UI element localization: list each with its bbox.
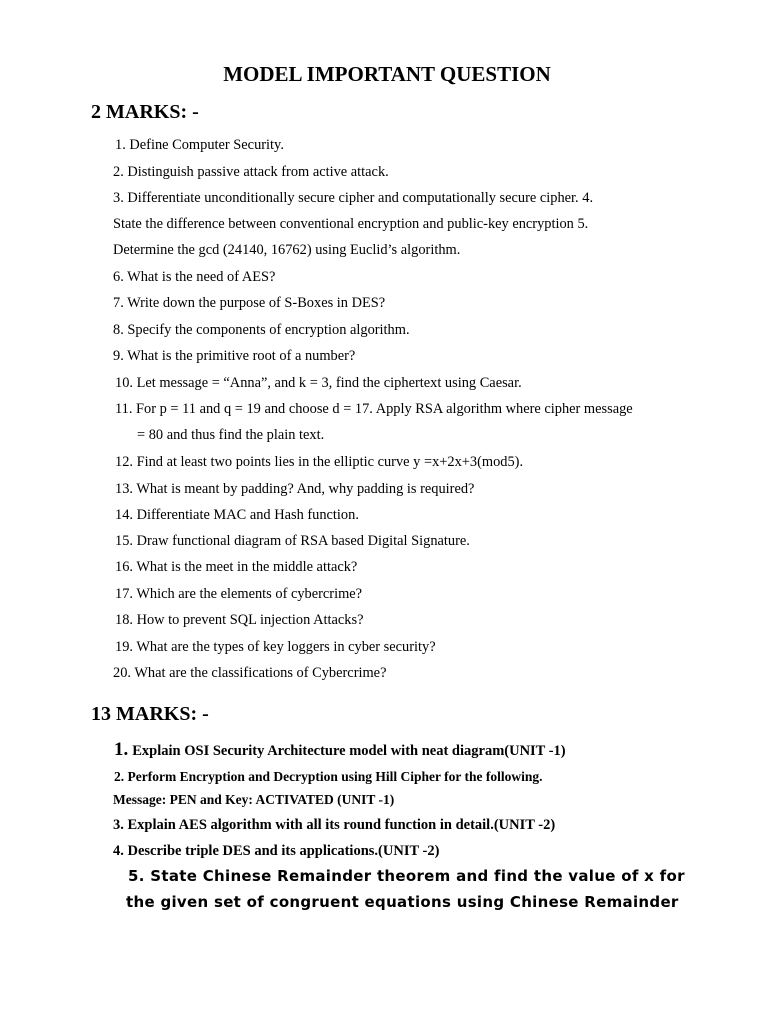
question-line: 10. Let message = “Anna”, and k = 3, find the ciphertext using Caesar. (115, 375, 522, 391)
question-line: State the difference between conventional encryption and public-key encryption 5. (113, 216, 589, 232)
section-heading-13-marks: 13 MARKS: - (91, 703, 209, 725)
question-line: Determine the gcd (24140, 16762) using Euclid’s algorithm. (113, 242, 461, 258)
long-question-2-line-1: 2. Perform Encryption and Decryption using Hill Cipher for the following. (114, 769, 543, 784)
long-question-4: 4. Describe triple DES and its applications.(UNIT -2) (113, 843, 440, 859)
section-heading-2-marks: 2 MARKS: - (91, 101, 199, 123)
question-number: 1. (114, 739, 129, 760)
question-line: 2. Distinguish passive attack from active attack. (113, 164, 389, 180)
question-line: 8. Specify the components of encryption algorithm. (113, 322, 410, 338)
page-title: MODEL IMPORTANT QUESTION (223, 62, 551, 86)
question-line: 16. What is the meet in the middle attack? (115, 559, 358, 575)
question-line: 6. What is the need of AES? (113, 269, 276, 285)
long-question-5-line-2: the given set of congruent equations using Chinese Remainder (126, 893, 679, 911)
question-line: 13. What is meant by padding? And, why padding is required? (115, 481, 475, 497)
question-text: Explain OSI Security Architecture model with neat diagram(UNIT -1) (132, 743, 566, 759)
question-line: 12. Find at least two points lies in the elliptic curve y =x+2x+3(mod5). (115, 454, 524, 470)
question-line: 1. Define Computer Security. (115, 137, 284, 153)
long-question-3: 3. Explain AES algorithm with all its round function in detail.(UNIT -2) (113, 817, 556, 833)
question-line: 18. How to prevent SQL injection Attacks? (115, 612, 364, 628)
question-line: 7. Write down the purpose of S-Boxes in DES? (113, 295, 386, 311)
question-line: 14. Differentiate MAC and Hash function. (115, 507, 359, 523)
question-line: 15. Draw functional diagram of RSA based Digital Signature. (115, 533, 470, 549)
question-line: 3. Differentiate unconditionally secure cipher and computationally secure cipher. 4. (113, 190, 594, 206)
question-line: 17. Which are the elements of cybercrime? (115, 586, 363, 602)
long-question-1 (114, 739, 566, 761)
long-question-2-line-2: Message: PEN and Key: ACTIVATED (UNIT -1) (113, 792, 395, 807)
question-line: = 80 and thus find the plain text. (137, 427, 325, 443)
question-line: 9. What is the primitive root of a number? (113, 348, 356, 364)
question-line: 11. For p = 11 and q = 19 and choose d = 17. Apply RSA algorithm where cipher message (115, 401, 633, 417)
question-line: 19. What are the types of key loggers in cyber security? (115, 639, 436, 655)
question-line: 20. What are the classifications of Cybercrime? (113, 665, 387, 681)
long-question-5-line-1: 5. State Chinese Remainder theorem and find the value of x for (128, 867, 685, 885)
